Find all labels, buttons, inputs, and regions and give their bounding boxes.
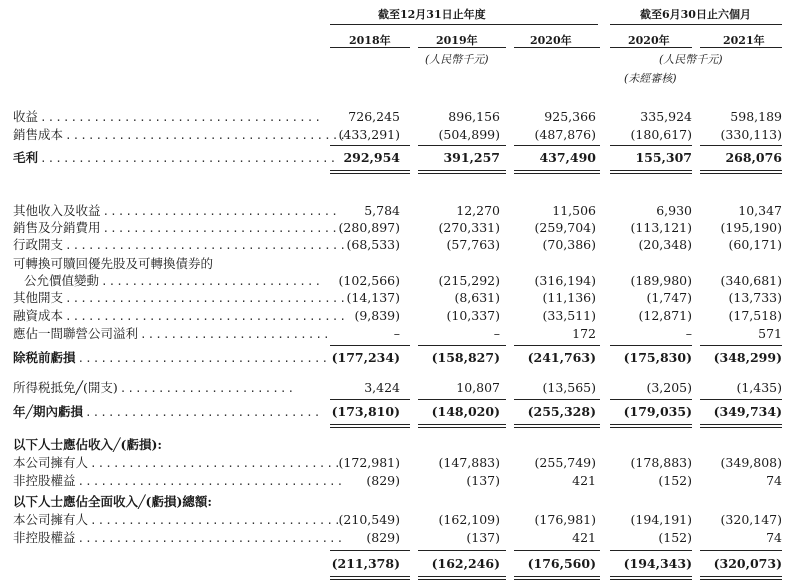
subtotal-rule	[330, 145, 410, 146]
table-row: 融資成本 ..................................... (9,839) (10,337) (33,511) (12,871) (17,518)	[13, 308, 782, 323]
unaudited-note: (未經審核)	[624, 72, 677, 85]
unit-note-annual: (人民幣千元)	[425, 53, 489, 66]
cell-2019: (162,109)	[438, 512, 500, 527]
cell-2021-h1: (349,734)	[713, 404, 782, 419]
cell-2021-h1: (1,435)	[736, 380, 782, 395]
section-heading	[0, 437, 796, 452]
subtotal-rule	[330, 550, 410, 551]
cell-2018: (173,810)	[331, 404, 400, 419]
total-rule	[514, 576, 600, 577]
total-rule	[610, 427, 692, 428]
table-row-gross-profit: 毛利 ....................................... 292,954 391,257 437,490 155,307 268,076	[13, 150, 782, 165]
cell-2018: (9,839)	[354, 308, 400, 323]
group-header-annual: 截至12月31日止年度	[378, 8, 486, 21]
cell-2018: (211,378)	[331, 556, 400, 571]
cell-2018: 726,245	[348, 109, 400, 124]
year-underline-2020	[514, 47, 600, 48]
cell-2020: (316,194)	[534, 273, 596, 288]
cell-2021-h1: 268,076	[725, 150, 782, 165]
cell-2019: (504,899)	[438, 127, 500, 142]
cell-2020-h1: (1,747)	[646, 290, 692, 305]
cell-2020-h1: (12,871)	[638, 308, 692, 323]
row-label: 行政開支	[13, 237, 64, 252]
cell-2019: 10,807	[456, 380, 500, 395]
section-heading	[0, 494, 796, 509]
total-rule	[610, 424, 692, 425]
group-header-interim: 截至6月30日止六個月	[640, 8, 751, 21]
cell-2020-h1: 155,307	[635, 150, 692, 165]
row-label: 以下人士應佔收入╱(虧損):	[13, 437, 162, 452]
table-row	[0, 256, 796, 271]
cell-2019: (148,020)	[431, 404, 500, 419]
table-row: 所得税抵免╱(開支) ....................... 3,424 10,807 (13,565) (3,205) (1,435)	[13, 380, 782, 395]
cell-2020: 421	[572, 473, 596, 488]
cell-2020: (70,386)	[542, 237, 596, 252]
cell-2021-h1: (348,299)	[713, 350, 782, 365]
cell-2021-h1: (320,073)	[713, 556, 782, 571]
cell-2021-h1: (330,113)	[720, 127, 782, 142]
row-label: 其他開支	[13, 290, 64, 305]
cell-2020: 421	[572, 530, 596, 545]
cell-2018: (829)	[366, 530, 400, 545]
subtotal-rule	[514, 399, 600, 400]
row-label: 年╱期內虧損	[13, 404, 84, 419]
total-rule	[418, 576, 506, 577]
cell-2019: (10,337)	[446, 308, 500, 323]
cell-2020: (255,749)	[534, 455, 596, 470]
total-rule	[700, 173, 782, 174]
row-label: 非控股權益	[13, 530, 76, 545]
table-row-loss-before-tax: 除税前虧損 ................................. (177,234) (158,827) (241,763) (175,830) (348,299)	[13, 350, 782, 365]
cell-2018: (14,137)	[346, 290, 400, 305]
subtotal-rule	[700, 399, 782, 400]
cell-2021-h1: (17,518)	[728, 308, 782, 323]
subtotal-rule	[514, 345, 600, 346]
subtotal-rule	[610, 145, 692, 146]
cell-2021-h1: 598,189	[730, 109, 782, 124]
cell-2019: (215,292)	[438, 273, 500, 288]
cell-2019: (147,883)	[438, 455, 500, 470]
cell-2021-h1: (340,681)	[720, 273, 782, 288]
table-row: 本公司擁有人 ................................. (172,981) (147,883) (255,749) (178,883) (349,808)	[13, 455, 782, 470]
total-rule	[418, 579, 506, 580]
table-row: 銷售及分銷費用 ............................... (280,897) (270,331) (259,704) (113,121) (195,190)	[13, 220, 782, 235]
cell-2018: (210,549)	[338, 512, 400, 527]
cell-2020-h1: (152)	[658, 473, 692, 488]
cell-2020-h1: (178,883)	[630, 455, 692, 470]
subtotal-rule	[514, 145, 600, 146]
total-rule	[610, 579, 692, 580]
cell-2018: (280,897)	[338, 220, 400, 235]
unit-note-interim: (人民幣千元)	[659, 53, 723, 66]
subtotal-rule	[700, 145, 782, 146]
row-label: 以下人士應佔全面收入╱(虧損)總額:	[13, 494, 212, 509]
row-label: 毛利	[13, 150, 39, 165]
cell-2019: (162,246)	[431, 556, 500, 571]
total-rule	[514, 427, 600, 428]
cell-2020-h1: –	[685, 326, 692, 341]
cell-2018: (172,981)	[338, 455, 400, 470]
year-header-2019: 2019年	[436, 34, 478, 47]
year-header-2021-h1: 2021年	[723, 34, 765, 47]
total-rule	[418, 427, 506, 428]
table-row: 其他收入及收益 ............................... 5,784 12,270 11,506 6,930 10,347	[13, 203, 782, 218]
total-rule	[514, 579, 600, 580]
row-label: 應佔一間聯營公司溢利	[13, 326, 139, 341]
row-label: 銷售成本	[13, 127, 64, 142]
row-label: 融資成本	[13, 308, 64, 323]
cell-2019: (57,763)	[446, 237, 500, 252]
subtotal-rule	[330, 399, 410, 400]
table-row: 行政開支 ..................................... (68,533) (57,763) (70,386) (20,348) (60,171)	[13, 237, 782, 252]
row-label: 可轉換可贖回優先股及可轉換債券的	[13, 256, 214, 271]
cell-2020-h1: (189,980)	[630, 273, 692, 288]
subtotal-rule	[700, 345, 782, 346]
cell-2020: (241,763)	[527, 350, 596, 365]
cell-2021-h1: (349,808)	[720, 455, 782, 470]
total-rule	[610, 576, 692, 577]
total-rule	[418, 424, 506, 425]
cell-2019: (137)	[466, 530, 500, 545]
cell-2018: (829)	[366, 473, 400, 488]
cell-2020-h1: (113,121)	[630, 220, 692, 235]
total-rule	[610, 173, 692, 174]
total-rule	[330, 173, 410, 174]
cell-2020-h1: (175,830)	[623, 350, 692, 365]
cell-2020-h1: 6,930	[656, 203, 692, 218]
table-row: 非控股權益 ................................... (829) (137) 421 (152) 74	[13, 473, 782, 488]
table-row: 收益 ..................................... 726,245 896,156 925,366 335,924 598,189	[13, 109, 782, 124]
year-underline-2020-h1	[610, 47, 692, 48]
cell-2019: (8,631)	[454, 290, 500, 305]
table-row: 其他開支 ..................................... (14,137) (8,631) (11,136) (1,747) (13,733)	[13, 290, 782, 305]
row-label: 本公司擁有人	[13, 455, 89, 470]
cell-2019: 391,257	[443, 150, 500, 165]
total-rule	[418, 173, 506, 174]
cell-2018: (68,533)	[346, 237, 400, 252]
cell-2020-h1: 335,924	[640, 109, 692, 124]
cell-2020-h1: (194,343)	[623, 556, 692, 571]
total-rule	[700, 424, 782, 425]
cell-2020: (259,704)	[534, 220, 596, 235]
cell-2020: (13,565)	[542, 380, 596, 395]
cell-2021-h1: (13,733)	[728, 290, 782, 305]
cell-2019: 12,270	[456, 203, 500, 218]
cell-2020-h1: (194,191)	[630, 512, 692, 527]
row-label: 其他收入及收益	[13, 203, 101, 218]
year-underline-2018	[330, 47, 410, 48]
cell-2018: 5,784	[364, 203, 400, 218]
cell-2021-h1: 10,347	[738, 203, 782, 218]
cell-2020: (255,328)	[527, 404, 596, 419]
year-underline-2019	[418, 47, 506, 48]
subtotal-rule	[610, 399, 692, 400]
year-header-2018: 2018年	[349, 34, 391, 47]
subtotal-rule	[330, 345, 410, 346]
total-rule	[514, 173, 600, 174]
total-rule	[700, 427, 782, 428]
table-row: 本公司擁有人 ................................. (210,549) (162,109) (176,981) (194,191) (320,147)	[13, 512, 782, 527]
cell-2018: (102,566)	[338, 273, 400, 288]
cell-2020-h1: (152)	[658, 530, 692, 545]
total-rule	[330, 576, 410, 577]
total-rule	[330, 170, 410, 171]
group-underline-interim	[610, 24, 782, 25]
cell-2021-h1: 74	[766, 530, 782, 545]
cell-2019: (158,827)	[431, 350, 500, 365]
row-label: 所得税抵免╱(開支)	[13, 380, 118, 395]
row-label: 公允價值變動	[24, 273, 100, 288]
year-header-2020-h1: 2020年	[628, 34, 670, 47]
cell-2020: (176,981)	[534, 512, 596, 527]
cell-2018: –	[393, 326, 400, 341]
subtotal-rule	[610, 345, 692, 346]
total-rule	[330, 424, 410, 425]
cell-2021-h1: (60,171)	[728, 237, 782, 252]
subtotal-rule	[610, 550, 692, 551]
subtotal-rule	[418, 145, 506, 146]
total-rule	[514, 424, 600, 425]
cell-2021-h1: (320,147)	[720, 512, 782, 527]
year-underline-2021-h1	[700, 47, 782, 48]
cell-2018: 3,424	[364, 380, 400, 395]
cell-2020: 437,490	[539, 150, 596, 165]
row-label: 除税前虧損	[13, 350, 76, 365]
row-label: 本公司擁有人	[13, 512, 89, 527]
table-row: 非控股權益 ................................... (829) (137) 421 (152) 74	[13, 530, 782, 545]
cell-2020: (487,876)	[534, 127, 596, 142]
cell-2021-h1: 571	[758, 326, 782, 341]
table-row: 公允價值變動 ............................. (102,566) (215,292) (316,194) (189,980) (340,681)	[24, 273, 782, 288]
total-rule	[700, 576, 782, 577]
subtotal-rule	[700, 550, 782, 551]
cell-2019: (137)	[466, 473, 500, 488]
table-row-total-comprehensive	[0, 556, 796, 571]
cell-2020: 11,506	[552, 203, 596, 218]
cell-2020: (176,560)	[527, 556, 596, 571]
subtotal-rule	[418, 345, 506, 346]
cell-2019: 896,156	[448, 109, 500, 124]
total-rule	[330, 427, 410, 428]
total-rule	[610, 170, 692, 171]
year-header-2020: 2020年	[530, 34, 572, 47]
row-label: 銷售及分銷費用	[13, 220, 101, 235]
cell-2021-h1: 74	[766, 473, 782, 488]
cell-2018: (433,291)	[338, 127, 400, 142]
cell-2019: –	[493, 326, 500, 341]
total-rule	[514, 170, 600, 171]
table-row: 銷售成本 ..................................... (433,291) (504,899) (487,876) (180,617) (330,113)	[13, 127, 782, 142]
cell-2021-h1: (195,190)	[720, 220, 782, 235]
cell-2020-h1: (179,035)	[623, 404, 692, 419]
cell-2020-h1: (180,617)	[630, 127, 692, 142]
row-label: 非控股權益	[13, 473, 76, 488]
subtotal-rule	[514, 550, 600, 551]
cell-2020-h1: (20,348)	[638, 237, 692, 252]
total-rule	[700, 579, 782, 580]
cell-2020: 925,366	[544, 109, 596, 124]
cell-2020-h1: (3,205)	[646, 380, 692, 395]
cell-2020: (11,136)	[542, 290, 596, 305]
cell-2019: (270,331)	[438, 220, 500, 235]
cell-2020: (33,511)	[542, 308, 596, 323]
total-rule	[330, 579, 410, 580]
row-label: 收益	[13, 109, 39, 124]
table-row: 應佔一間聯營公司溢利 ......................... – – 172 – 571	[13, 326, 782, 341]
group-underline-annual	[330, 24, 598, 25]
total-rule	[418, 170, 506, 171]
total-rule	[700, 170, 782, 171]
subtotal-rule	[418, 399, 506, 400]
table-row-period-loss: 年╱期內虧損 ............................... (173,810) (148,020) (255,328) (179,035) (349,734)	[13, 404, 782, 419]
cell-2020: 172	[572, 326, 596, 341]
cell-2018: 292,954	[343, 150, 400, 165]
subtotal-rule	[418, 550, 506, 551]
cell-2018: (177,234)	[331, 350, 400, 365]
